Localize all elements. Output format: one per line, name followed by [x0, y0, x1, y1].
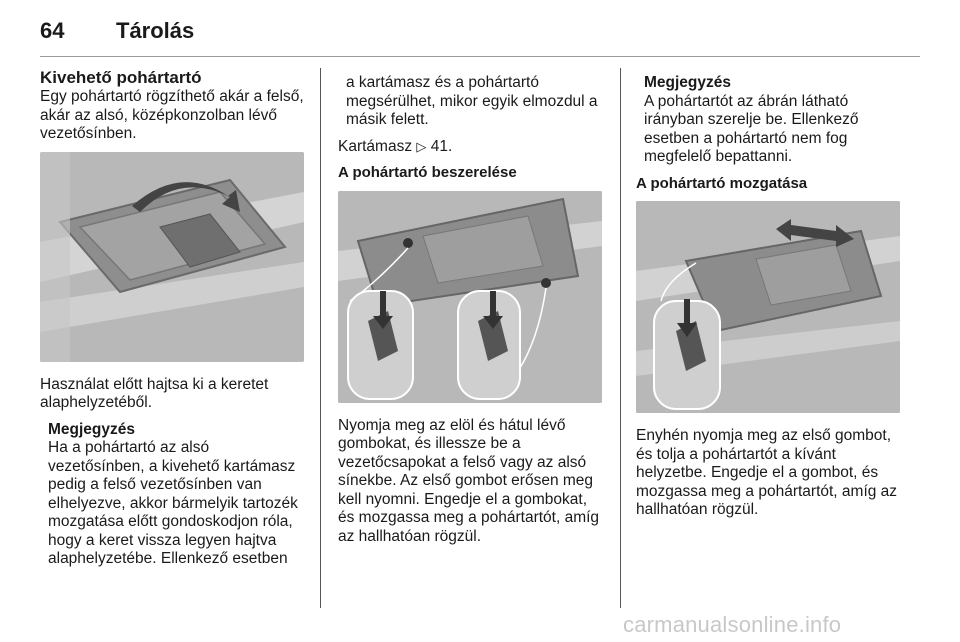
- column-3: [636, 68, 904, 520]
- header-divider: [40, 56, 920, 57]
- column-separator: [620, 68, 621, 608]
- move-instruction: Enyhén nyomja meg az első gombot, és tolja a pohártartót a kívánt helyzetbe. Engedje el a gombot, és mozgassa meg a pohártartót, amíg az hallhatóan rögzül.: [636, 427, 898, 518]
- column-1: [40, 68, 308, 569]
- unfold-instruction: Használat előtt hajtsa ki a keretet alaphelyzetéből.: [40, 375, 269, 411]
- note-continued: a kartámasz és a pohártartó megsérülhet, mikor egyik elmozdul a másik felett.: [346, 74, 598, 128]
- page-title: Tárolás: [116, 18, 195, 43]
- note-block: [636, 74, 904, 167]
- page-header: [40, 18, 920, 58]
- reference-page[interactable]: 41.: [430, 137, 453, 155]
- cupholder-install-illustration: [338, 191, 602, 403]
- column-2: [338, 68, 606, 546]
- section-title: Kivehető pohártartó: [40, 68, 202, 87]
- cupholder-fold-illustration: [40, 152, 304, 362]
- note-label: Megjegyzés: [644, 74, 732, 91]
- page-reference-arrow-icon: ▷: [416, 138, 427, 154]
- note-text: A pohártartót az ábrán látható irányban szerelje be. Ellenkező esetben a pohártartó nem fog megfelelő bepattanni.: [644, 92, 859, 165]
- intro-paragraph: Egy pohártartó rögzíthető akár a felső, akár az alsó, középkonzolban lévő vezetősínben.: [40, 88, 304, 142]
- armrest-reference: [338, 138, 606, 157]
- cupholder-install-figure: [338, 191, 602, 403]
- cupholder-fold-figure: [40, 152, 304, 362]
- note-block: [40, 421, 308, 569]
- note-label: Megjegyzés: [48, 420, 136, 438]
- watermark: carmanualsonline.info: [623, 612, 842, 637]
- note-text: Ha a pohártartó az alsó vezetősínben, a kivehető kartámasz pedig a felső vezetősínben van elhelyezve, akkor bármelyik tartozék mozgatása előtt gondoskodjon róla, hogy a keret vissza legyen hajtva alaphelyzetébe. Ellenkező esetben: [48, 439, 298, 567]
- subsection-title: A pohártartó mozgatása: [636, 174, 808, 192]
- reference-label: Kartámasz: [338, 137, 413, 155]
- install-instruction: Nyomja meg az elöl és hátul lévő gombokat, és illessze be a vezetőcsapokat a felső vagy az alsó sínekbe. Az első gombot erősen meg kell nyomni. Engedje el a gombokat, és mozgassa meg a pohártartót, amíg az hallhatóan rögzül.: [338, 416, 600, 545]
- cupholder-move-illustration: [636, 201, 900, 413]
- cupholder-move-figure: [636, 201, 900, 413]
- page-number: 64: [40, 18, 65, 43]
- subsection-title: A pohártartó beszerelése: [338, 164, 517, 181]
- column-separator: [320, 68, 321, 608]
